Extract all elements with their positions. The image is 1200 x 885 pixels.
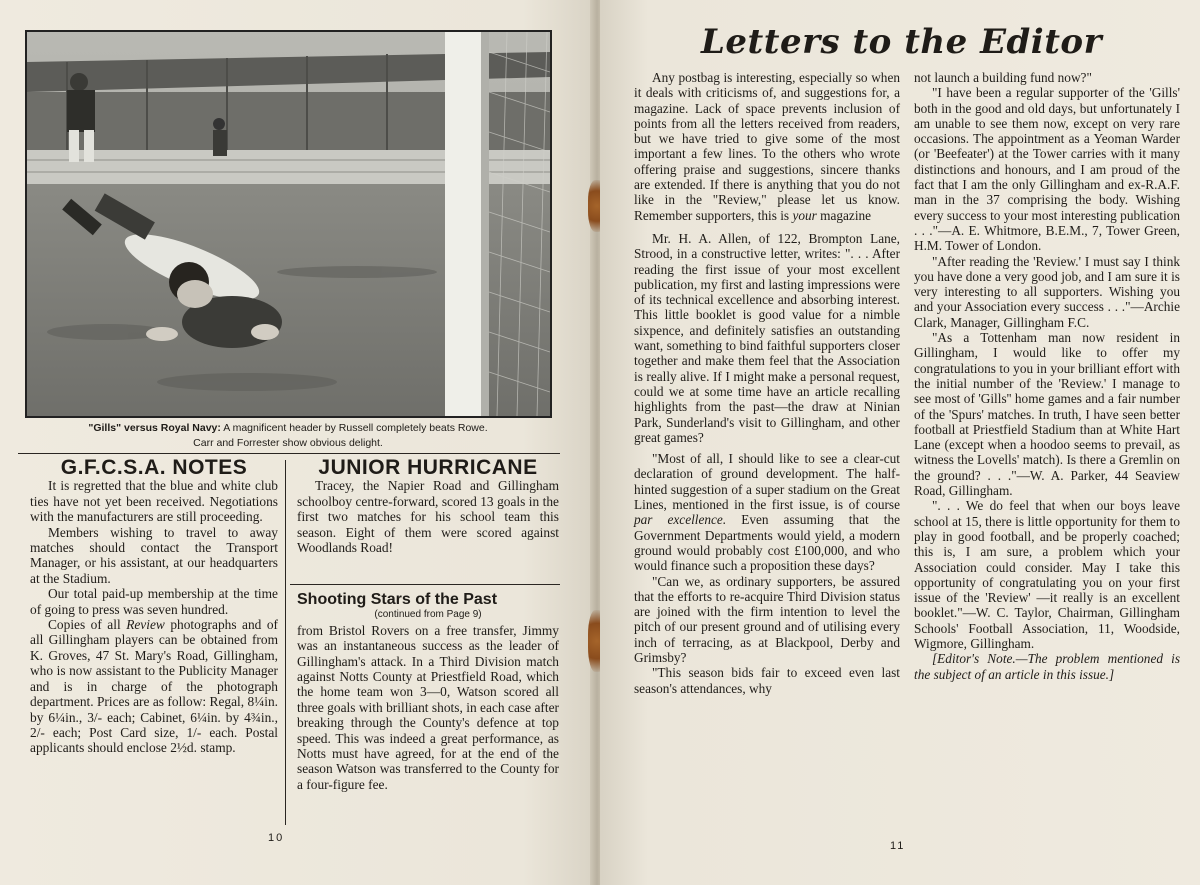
junior-hurricane: [297, 456, 559, 556]
page-title: Letters to the Editor: [701, 22, 1102, 62]
gfcsa-para-1: It is regretted that the blue and white club ties have not yet been received. Negotiations with the manufacturers are still proceeding.: [30, 478, 278, 525]
page-number-right: 11: [890, 840, 906, 852]
gfcsa-para-2: Members wishing to travel to away matches should contact the Transport Manager, or his assistant, at our headquarters at the Stadium.: [30, 524, 278, 586]
photo-caption: [18, 421, 558, 451]
letters-intro-b: magazine: [820, 207, 872, 223]
shooting-stars: [297, 592, 559, 792]
letter-parker: "As a Tottenham man now resident in Gillingham, I would like to offer my congratulations to you in your brilliant effort with the initial number of the 'Review.' I manage to see most of 'Gills'' home games and a fair number of the 'Spurs' matches. In truth, I have seen better football at Priestfield Stadium than at White Hart Lane (except when a hoodoo seems to prevail, as witness the Lovells' match). Is there a Gremlin on the ground? . . ."—W. A. Parker, 44 Seaview Road, Gillingham.: [914, 330, 1180, 499]
right-page: [600, 0, 1200, 885]
letter-clark: "After reading the 'Review.' I must say I think you have done a very good job, and I am sure it is very interesting to all supporters. Wishing you and your Association every success . . ."—Archie Clark, Manager, Gillingham F.C.: [914, 253, 1180, 330]
letter-allen-2-italic: par excellence.: [634, 512, 727, 528]
letters-intro-a: Any postbag is interesting, especially so when it deals with criticisms of, and suggestions for, a magazine. Lack of space prevents inclusion of points from all the letters received from readers, but we have tried to give some of the most important a few lines. To the others who wrote offering praise and suggestions, sincere thanks are extended. If there is anything that you do not like in the "Review," please let us know. Remember supporters, this is: [634, 70, 900, 223]
match-photograph: [25, 30, 552, 418]
editors-note: [Editor's Note.—The problem mentioned is the subject of an article in this issue.]: [914, 651, 1180, 682]
caption-rule: [18, 453, 560, 454]
letter-allen-3: "Can we, as ordinary supporters, be assured that the efforts to re-acquire Third Division status are joined with the firm intention to level the pitch of our present ground and of utilising every inch of terracing, as at Blackpool, Derby and Grimsby?: [634, 573, 900, 665]
letters-intro-italic: your: [792, 207, 817, 223]
letter-allen-5: not launch a building fund now?": [914, 70, 1092, 85]
letter-allen-2: [634, 451, 900, 573]
junior-para: Tracey, the Napier Road and Gillingham schoolboy centre-forward, scored 13 goals in the first two matches for his school team this season. Eight of them were scored against Woodlands Road!: [297, 478, 559, 556]
caption-line1: A magnificent header by Russell completely beats Rowe.: [223, 422, 488, 434]
letter-allen-4: "This season bids fair to exceed even last season's attendances, why: [634, 665, 900, 696]
letter-whitmore: "I have been a regular supporter of the 'Gills' both in the good and old days, but unfortunately I am unable to see them now, except on very rare occasions. The appointment as a Yeoman Warder (or 'Beefeater') at the Tower carries with it many distinctions and honours, and I am proud of the fact that I am the only Gillingham and ex-R.A.F. man in the 37 comprising the body. Wishing every success to your most interesting publication . . ."—A. E. Whitmore, B.E.M., 7, Tower Green, H.M. Tower of London.: [914, 85, 1180, 254]
gfcsa-para-4-italic: Review: [126, 617, 165, 633]
shooting-heading: Shooting Stars of the Past: [297, 591, 498, 608]
caption-lead: "Gills" versus Royal Navy:: [88, 422, 221, 434]
letters-column-1: [634, 70, 900, 696]
gfcsa-para-4b: photographs and of all Gillingham players can be obtained from K. Groves, 47 St. Mary's Road, Gillingham, who is now assistant to the Publicity Manager and is in charge of the photograph department. Prices are as follow: Regal, 8¼in. by 6¼in., 3/- each; Cabinet, 6¼in. by 4¾in., 2/- each; Post Card size, 1/- each. Postal applicants should enclose 2½d. stamp.: [30, 617, 278, 756]
letters-column-2: [914, 70, 1180, 682]
gfcsa-para-4a: Copies of all: [48, 617, 121, 633]
letter-allen-2b: Even assuming that the Government Departments would yield, a modern ground would probably cost £100,000, and who would finance such a proposition these days?: [634, 512, 900, 574]
junior-heading: JUNIOR HURRICANE: [318, 456, 538, 479]
caption-line2: Carr and Forrester show obvious delight.: [193, 437, 383, 449]
section-rule: [290, 584, 560, 585]
column-rule: [285, 460, 286, 825]
shooting-continued: (continued from Page 9): [374, 609, 482, 621]
left-page: [0, 0, 594, 885]
page-number-left: 10: [268, 832, 285, 844]
gfcsa-notes: [30, 456, 278, 756]
letter-allen: Mr. H. A. Allen, of 122, Brompton Lane, Strood, in a constructive letter, writes: ". . . After reading the first issue of your most excellent publication, my first and lasting impressions were of its technical excellence and absorbing interest. This little booklet is good value for a nimble sixpence, and definitely satisfies an outstanding want, something to bind faithful supporters closer together and make them feel that the Association is really alive. If I might make a personal request, could we at some time have an article recalling highlights from the past—the draw at Ninian Park, Sunderland's visit to Gillingham, and other great games?: [634, 230, 900, 445]
gfcsa-heading: G.F.C.S.A. NOTES: [60, 456, 248, 479]
gfcsa-para-3: Our total paid-up membership at the time of going to press was seven hundred.: [30, 586, 278, 617]
letter-taylor: ". . . We do feel that when our boys leave school at 15, there is little opportunity for them to play in good football, and be properly coached; this is, I am sure, a problem which your Association could consider. May I take this opportunity of congratulating you on your first issue of the 'Review' —it really is an excellent booklet."—W. C. Taylor, Chairman, Gillingham Schools' Football Association, 11, Woodside, Wigmore, Gillingham.: [914, 498, 1180, 651]
letters-intro: [634, 70, 900, 223]
gfcsa-para-4: [30, 617, 278, 756]
letter-allen-2a: "Most of all, I should like to see a clear-cut declaration of ground development. The half-hinted suggestion of a super stadium on the Great Lines, mentioned in the first issue, is of course: [634, 451, 900, 513]
shooting-para: from Bristol Rovers on a free transfer, Jimmy was an instantaneous success as the leader of Gillingham's attack. In a Third Division match against Notts County at Priestfield Road, which the home team won 3—0, Watson scored all three goals with brilliant shots, in each case after breaking through the County's defence at top speed. This was indeed a great performance, as Notts must have agreed, for at the end of the season Watson was transferred to the County for a four-figure fee.: [297, 622, 559, 792]
